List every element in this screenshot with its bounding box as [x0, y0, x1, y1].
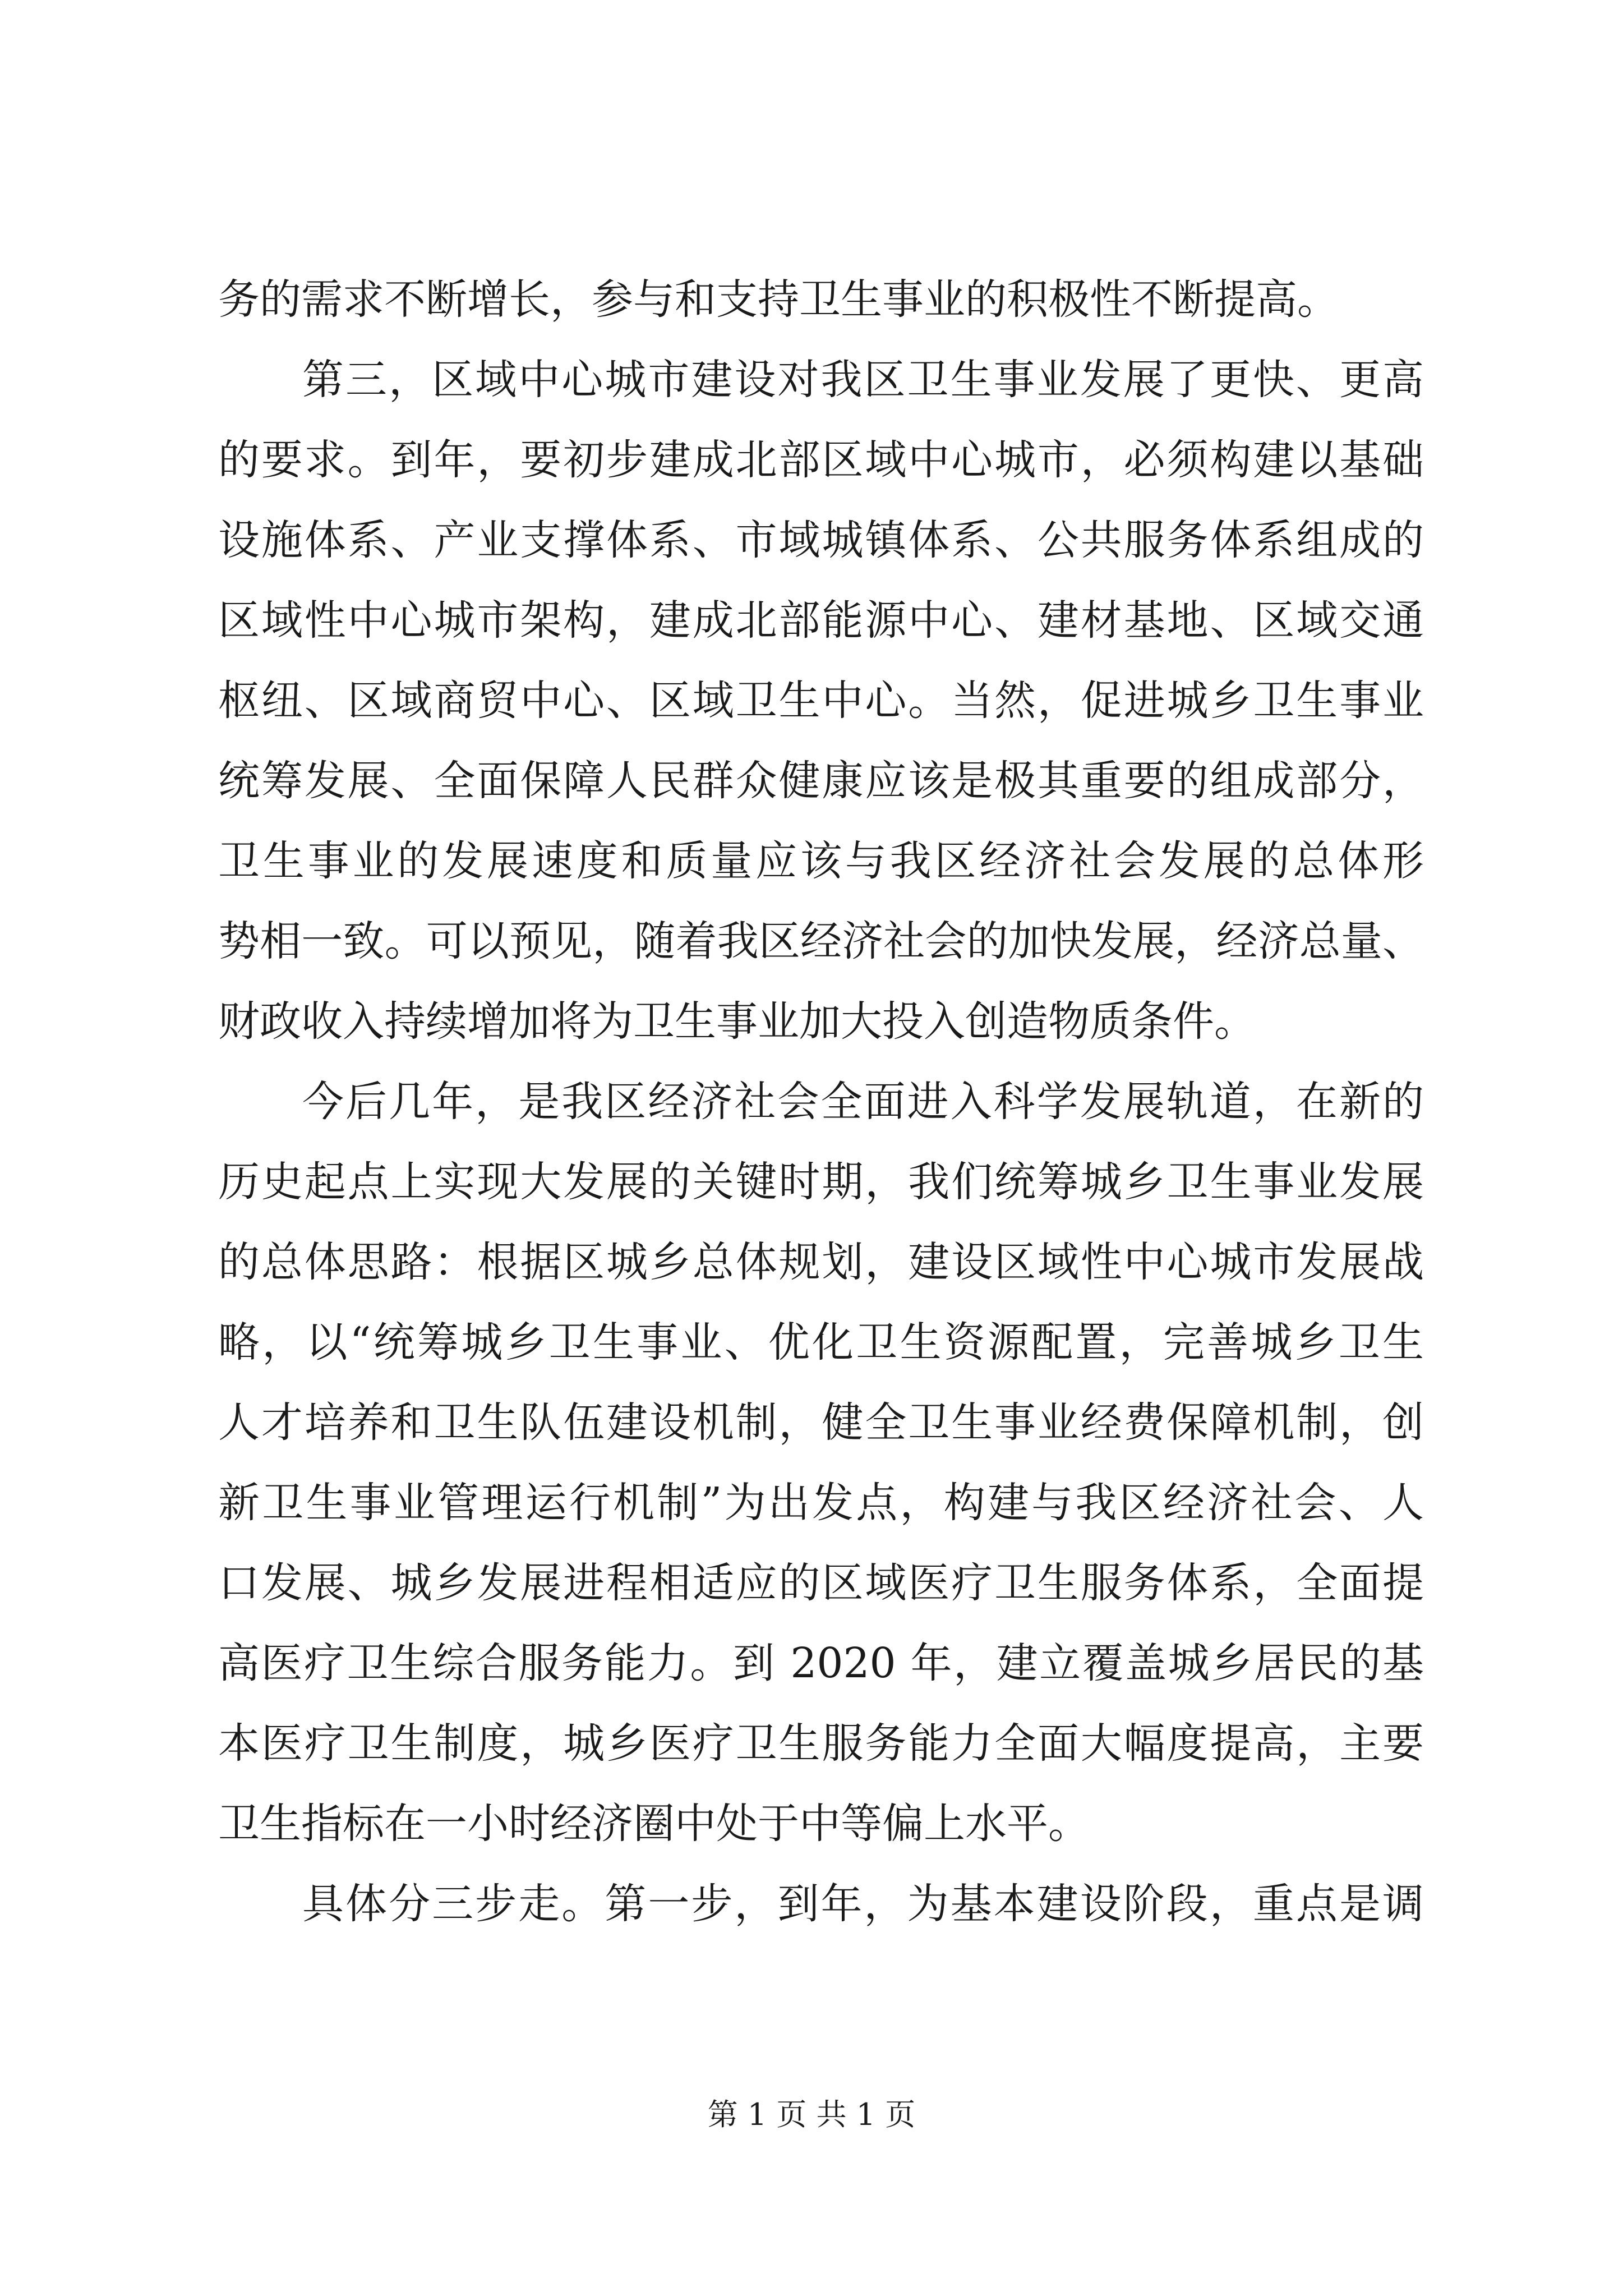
paragraph-line: 卫生指标在一小时经济圈中处于中等偏上水平。 [218, 1800, 1090, 1848]
paragraph-line: 历史起点上实现大发展的关键时期，我们统筹城乡卫生事业发展 [218, 1158, 1424, 1206]
paragraph-line: 的要求。到年，要初步建成北部区域中心城市，必须构建以基础 [218, 436, 1424, 484]
paragraph-line: 今后几年，是我区经济社会全面进入科学发展轨道，在新的 [302, 1078, 1424, 1126]
paragraph-line: 设施体系、产业支撑体系、市域城镇体系、公共服务体系组成的 [218, 516, 1424, 564]
paragraph-line: 势相一致。可以预见，随着我区经济社会的加快发展，经济总量、 [218, 917, 1424, 965]
paragraph-line: 第三，区域中心城市建设对我区卫生事业发展了更快、更高 [302, 356, 1424, 404]
page-number-footer: 第 1 页 共 1 页 [707, 2097, 916, 2132]
paragraph-line: 财政收入持续增加将为卫生事业加大投入创造物质条件。 [218, 997, 1256, 1046]
paragraph-line: 的总体思路：根据区城乡总体规划，建设区域性中心城市发展战 [218, 1238, 1424, 1286]
paragraph-line: 口发展、城乡发展进程相适应的区域医疗卫生服务体系，全面提 [218, 1559, 1424, 1607]
paragraph-line: 本医疗卫生制度，城乡医疗卫生服务能力全面大幅度提高，主要 [218, 1719, 1424, 1768]
paragraph-line: 具体分三步走。第一步，到年，为基本建设阶段，重点是调 [302, 1880, 1424, 1928]
paragraph-line: 区域性中心城市架构，建成北部能源中心、建材基地、区域交通 [218, 596, 1424, 645]
paragraph-line: 统筹发展、全面保障人民群众健康应该是极其重要的组成部分， [218, 757, 1424, 805]
paragraph-line: 高医疗卫生综合服务能力。到 2020 年，建立覆盖城乡居民的基 [218, 1639, 1424, 1687]
paragraph-line: 卫生事业的发展速度和质量应该与我区经济社会发展的总体形 [218, 837, 1424, 885]
paragraph-line: 略，以“统筹城乡卫生事业、优化卫生资源配置，完善城乡卫生 [218, 1318, 1424, 1366]
paragraph-line: 枢纽、区域商贸中心、区域卫生中心。当然，促进城乡卫生事业 [218, 677, 1424, 725]
paragraph-line: 人才培养和卫生队伍建设机制，健全卫生事业经费保障机制，创 [218, 1398, 1424, 1447]
paragraph-line: 务的需求不断增长，参与和支持卫生事业的积极性不断提高。 [218, 275, 1339, 324]
paragraph-line: 新卫生事业管理运行机制”为出发点，构建与我区经济社会、人 [218, 1479, 1424, 1527]
